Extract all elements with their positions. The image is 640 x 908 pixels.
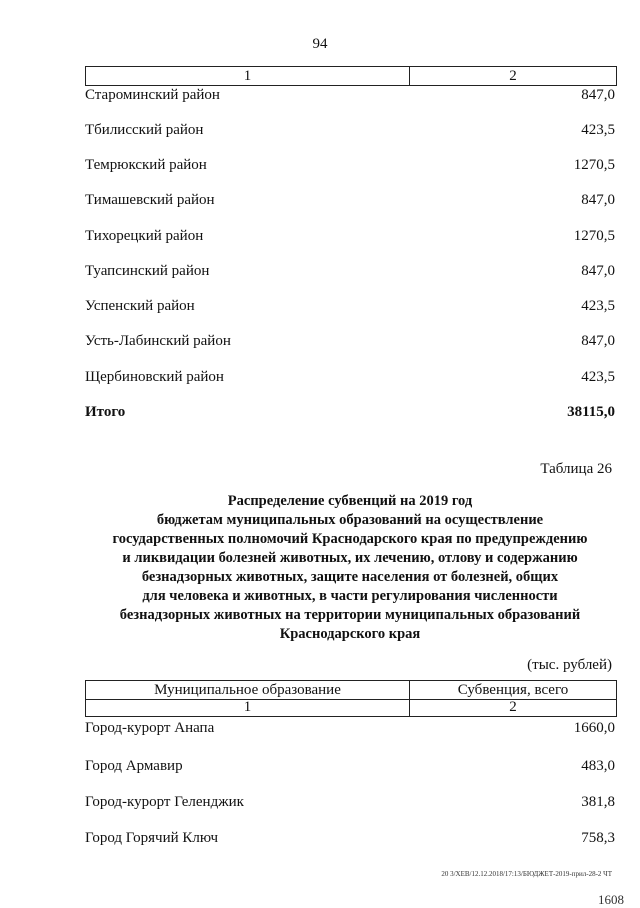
district-name: Староминский район (85, 87, 220, 103)
table1-header (85, 66, 617, 86)
document-footer-stamp: 20 3/ХЕВ/12.12.2018/17:13/БЮДЖЕТ-2019-прил-28-2 ЧТ (441, 870, 612, 878)
title-line: для человека и животных, в части регулирования численности (142, 588, 558, 604)
district-name: Темрюкский район (85, 157, 207, 173)
subvention-value: 423,5 (581, 369, 615, 385)
table-row (85, 366, 615, 388)
table-row (85, 755, 615, 777)
municipality-name: Город Горячий Ключ (85, 830, 219, 846)
table1-col1-number: 1 (86, 67, 410, 85)
title-line: государственных полномочий Краснодарского края по предупреждению (112, 531, 588, 547)
page-number: 94 (312, 36, 328, 52)
table-row (85, 119, 615, 141)
subvention-value: 483,0 (581, 758, 615, 774)
table-row (85, 330, 615, 352)
table-row (85, 717, 615, 739)
subvention-value: 423,5 (581, 122, 615, 138)
title-line: Краснодарского края (279, 626, 421, 642)
district-name: Успенский район (85, 298, 195, 314)
table2-column-headers (85, 680, 617, 700)
subvention-value: 847,0 (581, 263, 615, 279)
table2-column-numbers (85, 698, 617, 717)
table-row (85, 791, 615, 813)
total-value: 38115,0 (567, 404, 615, 420)
table-row (85, 189, 615, 211)
district-name: Туапсинский район (85, 263, 210, 279)
table-row (85, 295, 615, 317)
district-name: Щербиновский район (85, 369, 224, 385)
table-title (80, 492, 620, 644)
subvention-value: 1270,5 (573, 228, 615, 244)
table1-col2-number: 2 (509, 68, 517, 84)
corner-page-number: 1608 (598, 892, 624, 907)
subvention-value: 847,0 (581, 192, 615, 208)
units-label: (тыс. рублей) (527, 657, 612, 673)
district-name: Тбилисский район (85, 122, 204, 138)
subvention-value: 847,0 (581, 333, 615, 349)
subvention-value: 1270,5 (573, 157, 615, 173)
subvention-value: 423,5 (581, 298, 615, 314)
table-row (85, 154, 615, 176)
table-caption: Таблица 26 (540, 461, 612, 477)
title-line: безнадзорных животных, защите населения от болезней, общих (141, 569, 559, 585)
municipality-name: Город-курорт Анапа (85, 720, 215, 736)
table-row (85, 225, 615, 247)
municipality-name: Город-курорт Геленджик (85, 794, 244, 810)
table-row (85, 260, 615, 282)
total-row (85, 401, 615, 423)
subvention-value: 758,3 (581, 830, 615, 846)
table-row (85, 827, 615, 849)
municipality-name: Город Армавир (85, 758, 183, 774)
district-name: Тимашевский район (85, 192, 215, 208)
column-header-subvention: Субвенция, всего (457, 682, 569, 698)
district-name: Усть-Лабинский район (85, 333, 231, 349)
title-line: бюджетам муниципальных образований на осуществление (156, 512, 544, 528)
subvention-value: 381,8 (581, 794, 615, 810)
title-line: и ликвидации болезней животных, их лечению, отлову и содержанию (122, 550, 578, 566)
subvention-value: 1660,0 (573, 720, 615, 736)
title-line: безнадзорных животных на территории муниципальных образований (119, 607, 581, 623)
total-label: Итого (85, 404, 126, 420)
district-name: Тихорецкий район (85, 228, 204, 244)
column-header-municipality: Муниципальное образование (86, 681, 410, 699)
column-number-2: 2 (509, 699, 517, 715)
title-line: Распределение субвенций на 2019 год (227, 493, 473, 509)
subvention-value: 847,0 (581, 87, 615, 103)
column-number-1: 1 (86, 698, 410, 716)
table-row (85, 84, 615, 106)
